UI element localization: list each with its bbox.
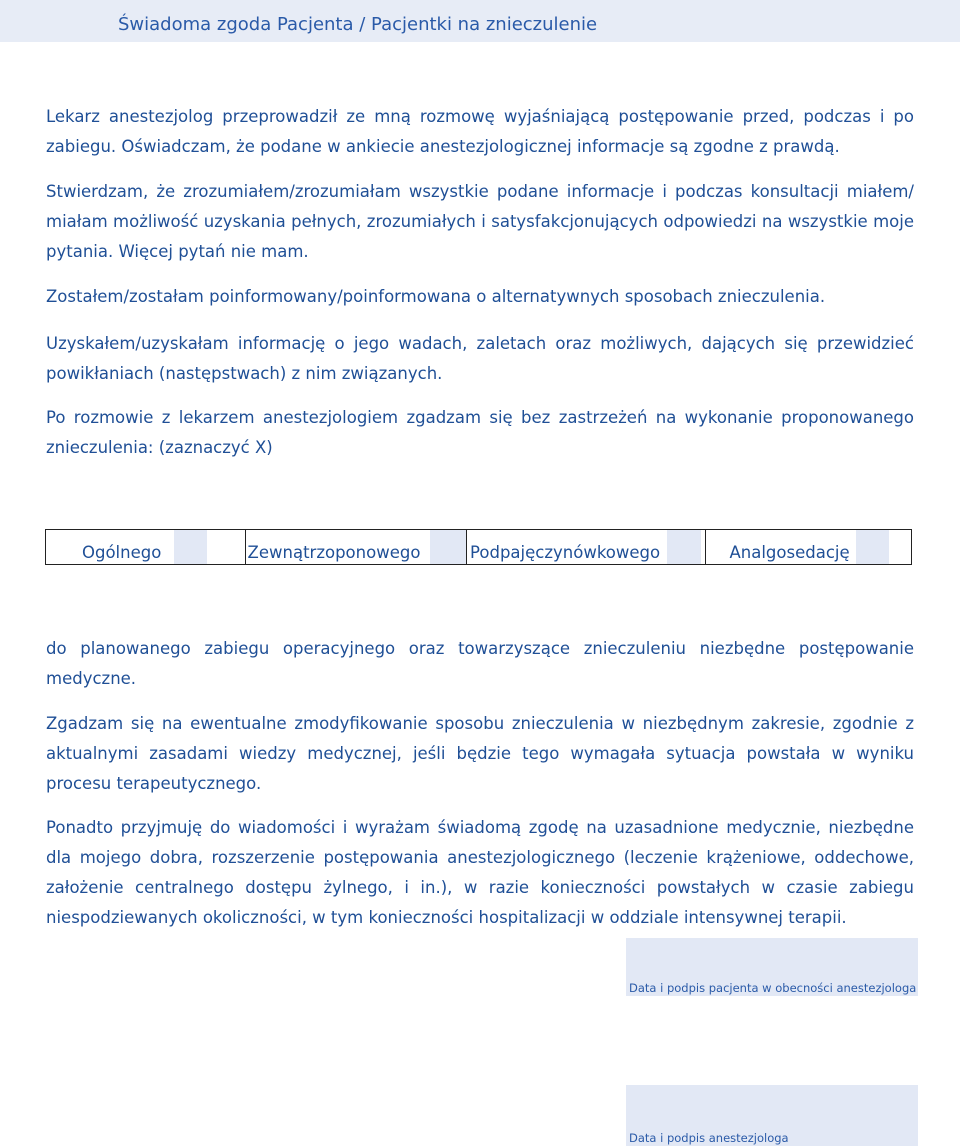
anesthesia-options-table xyxy=(45,529,912,565)
patient-signature-field[interactable] xyxy=(626,938,918,996)
paragraph-interview: Lekarz anestezjolog przeprowadził ze mną rozmowę wyjaśniającą postępowanie przed, podczas i po zabiegu. Oświadczam, że podane w ankiecie anestezjologicznej informacje są zgodne z prawdą. xyxy=(46,107,914,156)
paragraph-complications: Uzyskałem/uzyskałam informację o jego wadach, zaletach oraz możliwych, dających się przewidzieć powikłaniach (następstwach) z nim związanych. xyxy=(46,334,914,383)
anesthesiologist-signature-label: Data i podpis anestezjologa xyxy=(629,1131,789,1145)
paragraph-consent-choice: Po rozmowie z lekarzem anestezjologiem zgadzam się bez zastrzeżeń na wykonanie proponowanego znieczulenia: (zaznaczyć X) xyxy=(46,408,914,457)
paragraph-understanding: Stwierdzam, że zrozumiałem/zrozumiałam wszystkie podane informacje i podczas konsultacji miałem/ miałam możliwość uzyskania pełnych, zrozumiałych i satysfakcjonujących odpowiedzi na wszystkie moje pytania. Więcej pytań nie mam. xyxy=(46,182,914,261)
anesthesiologist-signature-field[interactable] xyxy=(626,1085,918,1146)
option-label-general: Ogólnego xyxy=(82,543,162,562)
paragraph-alternatives: Zostałem/zostałam poinformowany/poinformowana o alternatywnych sposobach znieczulenia. xyxy=(46,287,826,306)
option-checkbox-sedation[interactable] xyxy=(856,530,889,564)
option-cell-epidural xyxy=(246,530,467,564)
patient-signature-label: Data i podpis pacjenta w obecności anestezjologa xyxy=(629,981,917,995)
option-cell-spinal xyxy=(467,530,706,564)
paragraph-procedure: do planowanego zabiegu operacyjnego oraz towarzyszące znieczuleniu niezbędne postępowanie medyczne. xyxy=(46,639,914,688)
document-title: Świadoma zgoda Pacjenta / Pacjentki na znieczulenie xyxy=(118,14,598,35)
paragraph-extension: Ponadto przyjmuję do wiadomości i wyrażam świadomą zgodę na uzasadnione medycznie, niezbędne dla mojego dobra, rozszerzenie postępowania anestezjologicznego (leczenie krążeniowe, oddechowe, założenie centralnego dostępu żylnego, i in.), w razie konieczności powstałych w czasie zabiegu niespodziewanych okoliczności, w tym konieczności hospitalizacji w oddziale intensywnej terapii. xyxy=(46,818,914,927)
option-label-sedation: Analgosedację xyxy=(729,543,850,562)
option-checkbox-spinal[interactable] xyxy=(667,530,701,564)
option-label-spinal: Podpajęczynówkowego xyxy=(470,543,661,562)
option-cell-sedation xyxy=(706,530,911,564)
paragraph-modification: Zgadzam się na ewentualne zmodyfikowanie sposobu znieczulenia w niezbędnym zakresie, zgodnie z aktualnymi zasadami wiedzy medycznej, jeśli będzie tego wymagała sytuacja powstała w wyniku procesu terapeutycznego. xyxy=(46,714,914,793)
option-cell-general xyxy=(46,530,246,564)
option-label-epidural: Zewnątrzoponowego xyxy=(247,543,421,562)
option-checkbox-epidural[interactable] xyxy=(430,530,466,564)
option-checkbox-general[interactable] xyxy=(174,530,207,564)
